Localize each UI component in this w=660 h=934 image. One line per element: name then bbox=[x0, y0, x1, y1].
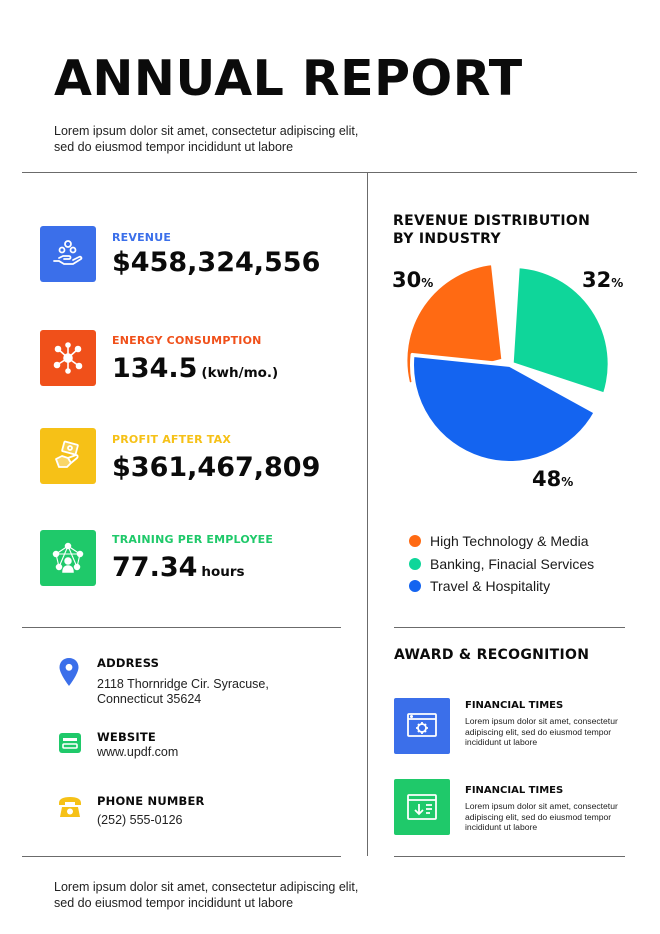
browser-download-icon bbox=[394, 779, 450, 835]
legend-swatch bbox=[409, 535, 421, 547]
award-title: FINANCIAL TIMES bbox=[465, 700, 564, 711]
legend-item bbox=[409, 575, 594, 598]
footer-line: sed do eiusmod tempor incididunt ut labore bbox=[54, 896, 294, 910]
stat-value-number: $458,324,556 bbox=[112, 247, 321, 278]
stat-unit: (kwh/mo.) bbox=[201, 365, 279, 381]
stat-value bbox=[112, 553, 245, 587]
address-text bbox=[97, 677, 269, 707]
award-line: incididunt ut labore bbox=[465, 822, 538, 832]
stat-profit bbox=[40, 428, 96, 484]
money-hand-icon bbox=[40, 226, 96, 282]
intro-text bbox=[54, 123, 394, 155]
legend-label: Banking, Finacial Services bbox=[430, 555, 595, 572]
chart-title bbox=[393, 212, 590, 248]
contact-divider bbox=[22, 856, 341, 857]
pie-label-percent: % bbox=[561, 475, 574, 489]
awards-divider bbox=[394, 856, 625, 857]
stat-value-number: $361,467,809 bbox=[112, 452, 321, 483]
legend-item bbox=[409, 530, 594, 553]
pie-label bbox=[532, 467, 573, 491]
award-line: incididunt ut labore bbox=[465, 737, 538, 747]
footer-text bbox=[54, 879, 394, 911]
stats-divider bbox=[22, 627, 341, 628]
stat-unit: hours bbox=[201, 564, 245, 580]
phone-number[interactable]: (252) 555-0126 bbox=[97, 813, 183, 827]
stat-energy bbox=[40, 330, 96, 386]
pie-label bbox=[582, 268, 623, 292]
legend-swatch bbox=[409, 580, 421, 592]
stat-value-number: 134.5 bbox=[112, 353, 198, 384]
location-pin-icon bbox=[58, 657, 80, 687]
legend-item bbox=[409, 553, 594, 576]
browser-settings-icon bbox=[394, 698, 450, 754]
website-link[interactable]: www.updf.com bbox=[97, 745, 179, 759]
chart-title-line: REVENUE DISTRIBUTION bbox=[393, 213, 591, 229]
stat-value bbox=[112, 453, 320, 483]
address-line: 2118 Thornridge Cir. Syracuse, bbox=[97, 677, 269, 691]
molecule-network-icon bbox=[40, 330, 96, 386]
website-title: WEBSITE bbox=[97, 730, 156, 744]
phone-icon bbox=[57, 795, 83, 819]
awards-title: AWARD & RECOGNITION bbox=[394, 647, 590, 663]
award-title: FINANCIAL TIMES bbox=[465, 785, 564, 796]
pie-label-value: 30 bbox=[392, 268, 422, 292]
pie-label-value: 48 bbox=[532, 467, 562, 491]
award-line: adipiscing elit, sed do eiusmod tempor bbox=[465, 726, 612, 737]
chart-divider bbox=[394, 627, 625, 628]
award-line: Lorem ipsum dolor sit amet, consectetur bbox=[465, 716, 618, 726]
award-description bbox=[465, 716, 635, 748]
address-line: Connecticut 35624 bbox=[97, 692, 202, 706]
award-description bbox=[465, 801, 635, 833]
legend-label: Travel & Hospitality bbox=[430, 578, 551, 595]
pie-label bbox=[392, 268, 433, 292]
award-line: adipiscing elit, sed do eiusmod tempor bbox=[465, 811, 612, 822]
address-title: ADDRESS bbox=[97, 656, 160, 670]
stat-label: REVENUE bbox=[112, 231, 172, 244]
pie-label-percent: % bbox=[611, 276, 624, 290]
chart-title-line: BY INDUSTRY bbox=[393, 231, 501, 247]
pie-label-percent: % bbox=[421, 276, 434, 290]
column-divider bbox=[367, 172, 368, 856]
chart-legend bbox=[409, 530, 594, 598]
stat-label: ENERGY CONSUMPTION bbox=[112, 334, 262, 347]
legend-label: High Technology & Media bbox=[430, 533, 589, 550]
stat-revenue bbox=[40, 226, 96, 282]
stat-label: PROFIT AFTER TAX bbox=[112, 433, 232, 446]
website-card-icon bbox=[58, 731, 82, 755]
stat-value-number: 77.34 bbox=[112, 552, 198, 583]
stat-label: TRAINING PER EMPLOYEE bbox=[112, 533, 274, 546]
phone-title: PHONE NUMBER bbox=[97, 794, 205, 808]
intro-line: sed do eiusmod tempor incididunt ut labore bbox=[54, 140, 294, 154]
stat-training bbox=[40, 530, 96, 586]
legend-swatch bbox=[409, 558, 421, 570]
intro-line: Lorem ipsum dolor sit amet, consectetur adipiscing elit, bbox=[54, 124, 359, 138]
pie-label-value: 32 bbox=[582, 268, 612, 292]
footer-line: Lorem ipsum dolor sit amet, consectetur adipiscing elit, bbox=[54, 880, 359, 894]
people-network-icon bbox=[40, 530, 96, 586]
header-divider bbox=[22, 172, 637, 173]
stat-value bbox=[112, 248, 320, 278]
cash-in-hand-icon bbox=[40, 428, 96, 484]
stat-value bbox=[112, 354, 278, 388]
award-line: Lorem ipsum dolor sit amet, consectetur bbox=[465, 801, 618, 811]
page-title: ANNUAL REPORT bbox=[54, 50, 523, 107]
